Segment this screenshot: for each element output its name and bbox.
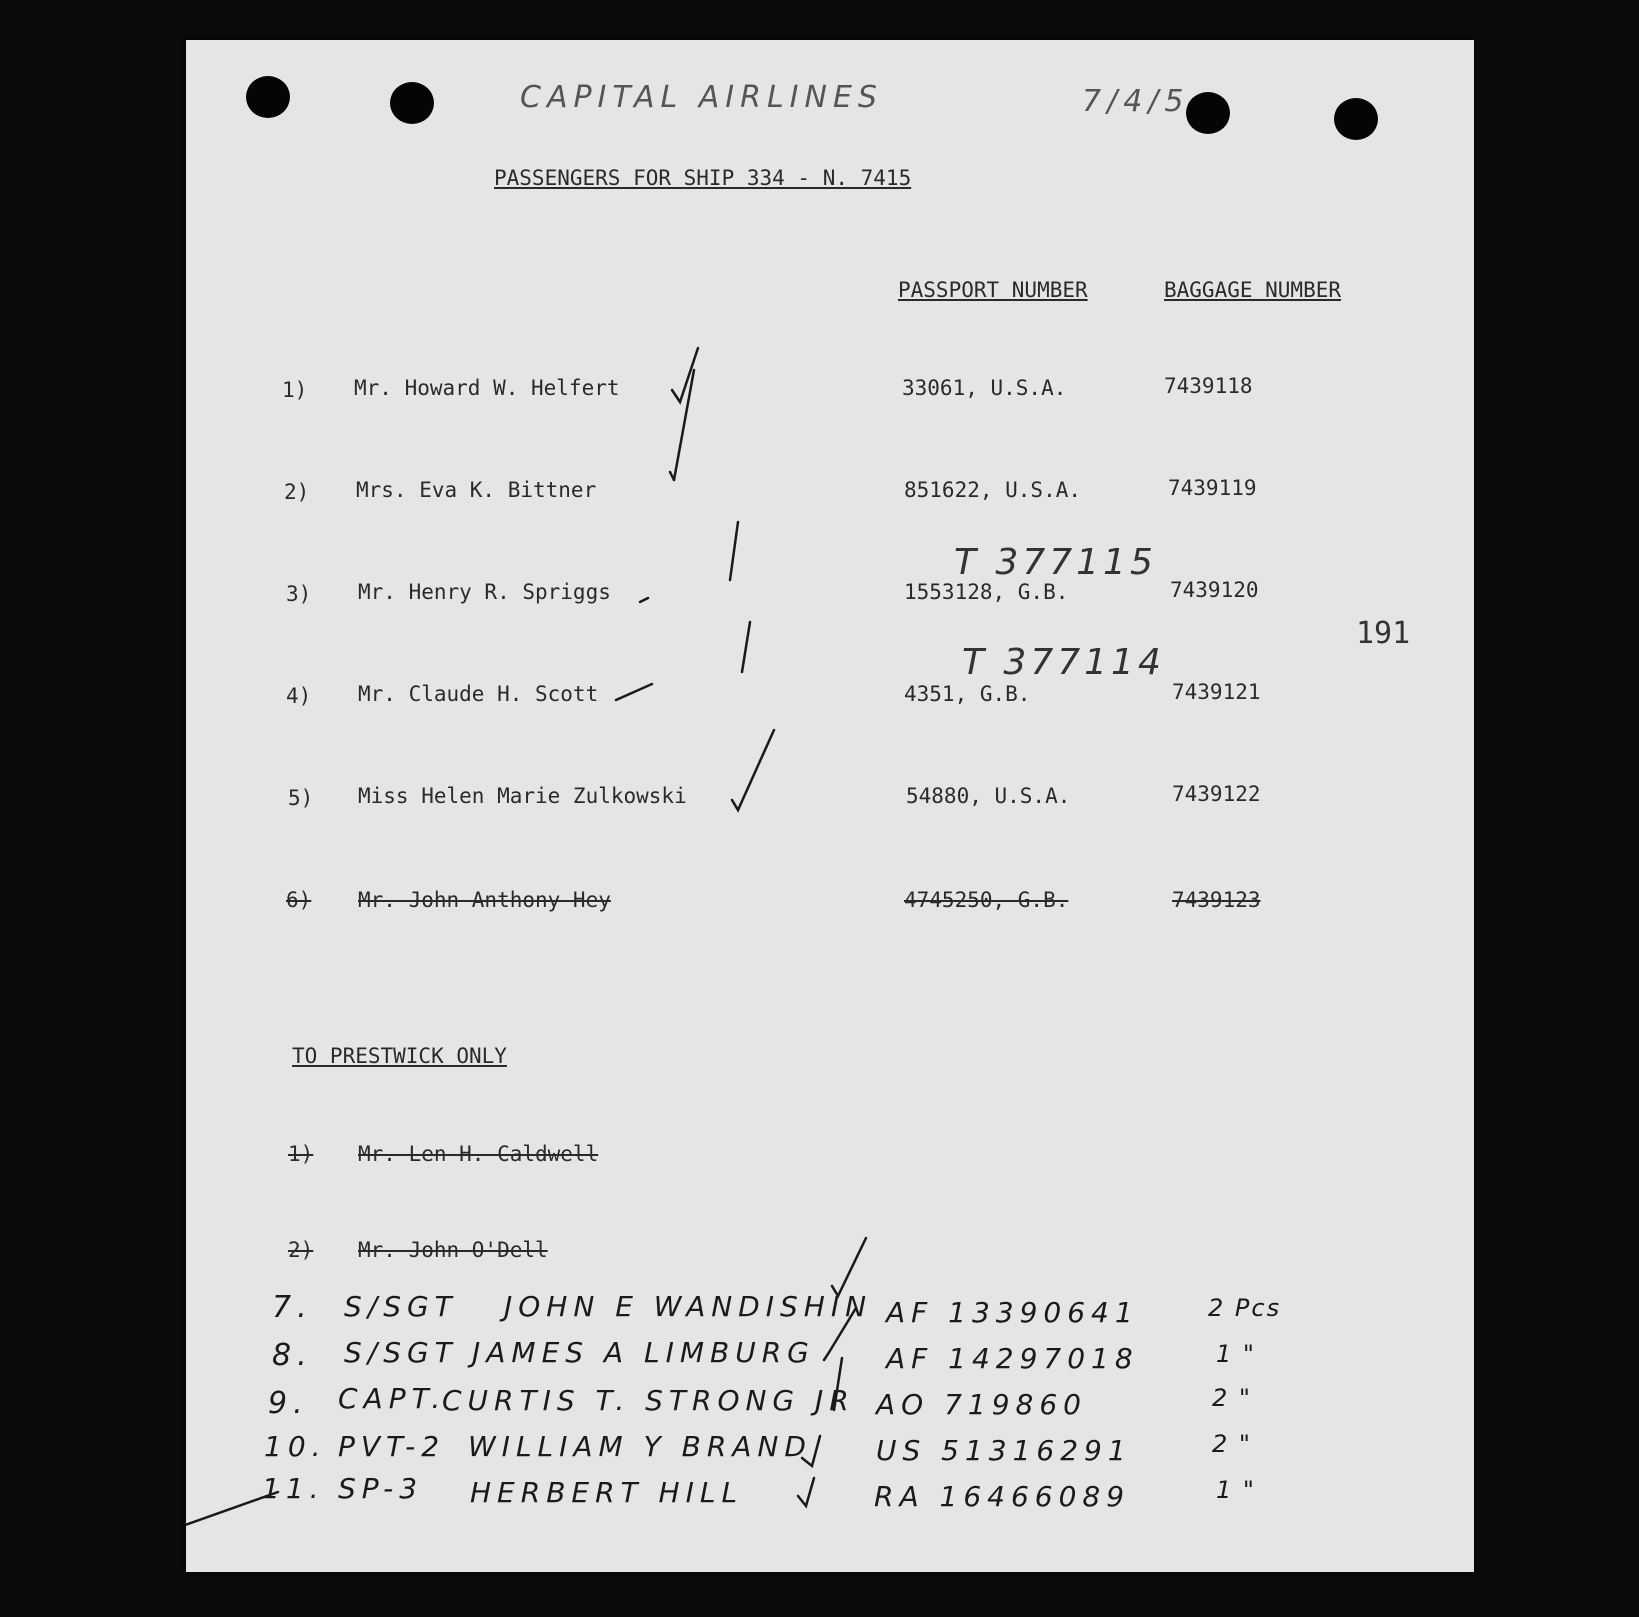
hw-number: 8. xyxy=(272,1338,313,1373)
baggage-number: 7439121 xyxy=(1172,680,1261,704)
row-number: 5) xyxy=(288,786,314,810)
document-title: PASSENGERS FOR SHIP 334 - N. 7415 xyxy=(494,166,912,190)
hw-serial: RA 16466089 xyxy=(874,1480,1131,1513)
row-number: 3) xyxy=(286,582,312,606)
passport-number: 1553128, G.B. xyxy=(904,580,1069,604)
passenger-name: Mr. Henry R. Spriggs xyxy=(358,580,611,604)
hw-number: 9. xyxy=(268,1386,309,1421)
passport-number: 33061, U.S.A. xyxy=(902,376,1067,400)
baggage-column-header: BAGGAGE NUMBER xyxy=(1164,278,1342,302)
hw-rank: S/SGT xyxy=(344,1336,458,1369)
page-number: 191 xyxy=(1356,616,1411,651)
hw-serial: AF 14297018 xyxy=(886,1342,1139,1375)
passenger-name: Miss Helen Marie Zulkowski xyxy=(358,784,687,808)
hw-number: 10. xyxy=(264,1430,327,1463)
baggage-number: 7439123 xyxy=(1172,888,1261,912)
hw-name: WILLIAM Y BRAND xyxy=(468,1430,812,1463)
hw-serial: AO 719860 xyxy=(876,1388,1087,1421)
passenger-name: Mr. Howard W. Helfert xyxy=(354,376,620,400)
passport-number: 851622, U.S.A. xyxy=(904,478,1082,502)
hw-pieces: 1 " xyxy=(1216,1340,1256,1368)
passenger-name: Mr. Claude H. Scott xyxy=(358,682,599,706)
passport-number: 4351, G.B. xyxy=(904,682,1031,706)
baggage-number: 7439122 xyxy=(1172,782,1261,806)
prestwick-row-number: 1) xyxy=(288,1142,314,1166)
passport-column-header: PASSPORT NUMBER xyxy=(898,278,1088,302)
document-page xyxy=(186,40,1474,1572)
passenger-name: Mr. John Anthony Hey xyxy=(358,888,611,912)
row-number: 4) xyxy=(286,684,312,708)
hw-name: JOHN E WANDISHIN xyxy=(504,1290,873,1323)
prestwick-row-number: 2) xyxy=(288,1238,314,1262)
hw-pieces: 2 " xyxy=(1212,1430,1252,1458)
hw-number: 11. xyxy=(262,1472,325,1505)
hw-rank: S/SGT xyxy=(344,1290,458,1323)
hw-number: 7. xyxy=(272,1290,313,1325)
hw-rank: CAPT. xyxy=(338,1382,447,1415)
row-number: 2) xyxy=(284,480,310,504)
hw-serial: AF 13390641 xyxy=(886,1296,1139,1329)
ticket-annotation: T 377115 xyxy=(954,542,1157,583)
baggage-number: 7439118 xyxy=(1164,374,1253,398)
prestwick-passenger-name: Mr. John O'Dell xyxy=(358,1238,548,1262)
passenger-name: Mrs. Eva K. Bittner xyxy=(356,478,597,502)
hw-rank: SP-3 xyxy=(338,1472,424,1505)
hw-name: JAMES A LIMBURG xyxy=(472,1336,815,1369)
hw-serial: US 51316291 xyxy=(876,1434,1132,1467)
hw-rank: PVT-2 xyxy=(338,1430,446,1463)
row-number: 6) xyxy=(286,888,312,912)
passport-number: 54880, U.S.A. xyxy=(906,784,1071,808)
prestwick-passenger-name: Mr. Len H. Caldwell xyxy=(358,1142,599,1166)
ticket-annotation: T 377114 xyxy=(962,642,1165,683)
hw-name: HERBERT HILL xyxy=(470,1476,744,1509)
row-number: 1) xyxy=(282,378,308,402)
baggage-number: 7439120 xyxy=(1170,578,1259,602)
date-handwritten: 7/4/5 xyxy=(1082,84,1190,119)
passport-number: 4745250, G.B. xyxy=(904,888,1069,912)
hw-pieces: 2 Pcs xyxy=(1208,1294,1282,1322)
baggage-number: 7439119 xyxy=(1168,476,1257,500)
prestwick-heading: TO PRESTWICK ONLY xyxy=(292,1044,507,1068)
hw-pieces: 2 " xyxy=(1212,1384,1252,1412)
airline-name-handwritten: CAPITAL AIRLINES xyxy=(520,80,883,115)
hw-pieces: 1 " xyxy=(1216,1476,1256,1504)
hw-name: CURTIS T. STRONG JR xyxy=(442,1384,855,1417)
